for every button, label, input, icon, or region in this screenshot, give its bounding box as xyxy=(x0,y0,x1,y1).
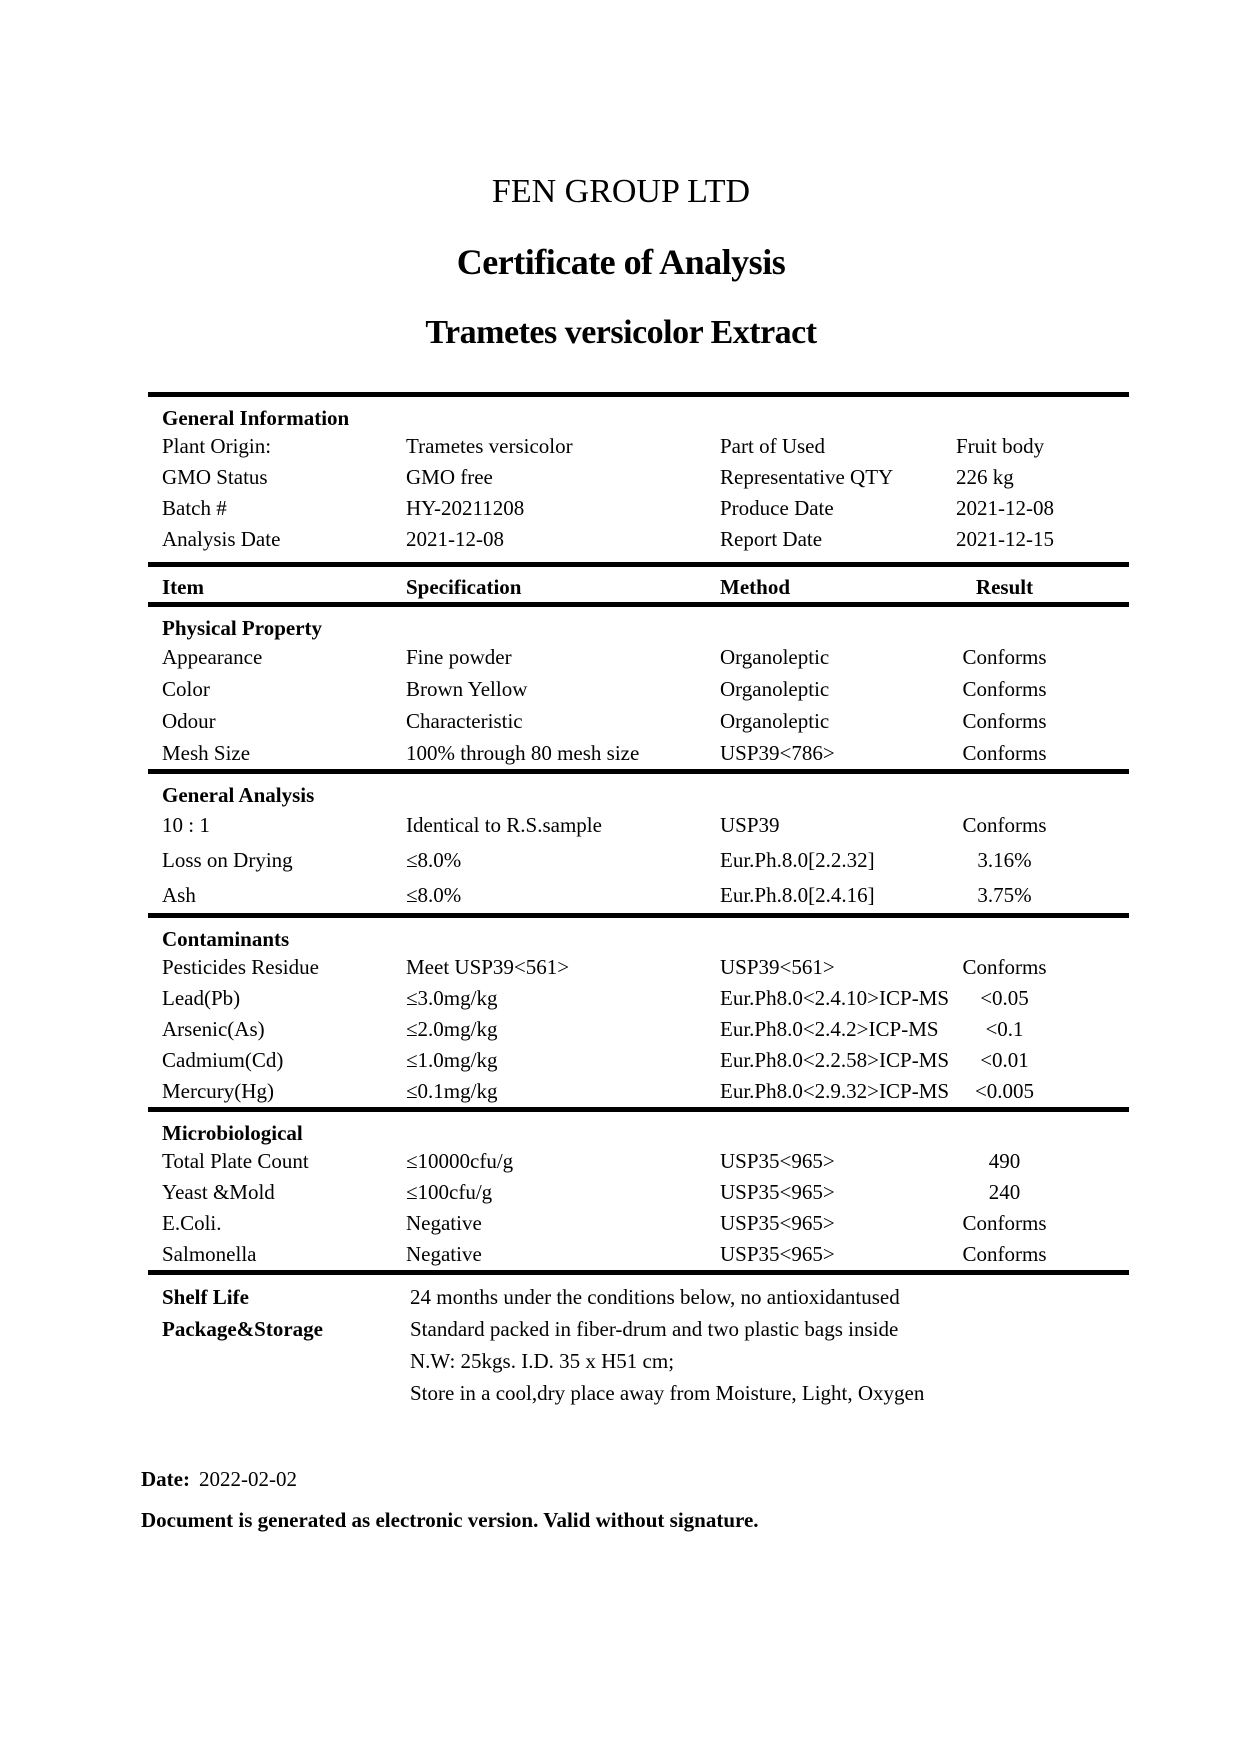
row-value: 24 months under the conditions below, no antioxidantused xyxy=(410,1285,900,1309)
item-cell: Mercury(Hg) xyxy=(162,1079,274,1103)
company-name: FEN GROUP LTD xyxy=(491,173,751,210)
table-row xyxy=(148,641,1129,673)
spec-cell: ≤0.1mg/kg xyxy=(406,1079,498,1103)
result-cell: 490 xyxy=(988,1149,1021,1173)
result-cell: Conforms xyxy=(962,741,1047,765)
item-cell: Odour xyxy=(162,709,216,733)
method-cell: Organoleptic xyxy=(720,645,830,669)
document-title: Certificate of Analysis xyxy=(456,242,786,282)
section-title: Contaminants xyxy=(162,927,290,951)
section-title: General Information xyxy=(162,406,350,430)
result-cell: Conforms xyxy=(962,1242,1047,1266)
column-header-item: Item xyxy=(162,575,204,599)
table-row xyxy=(148,1014,1129,1045)
result-cell: Conforms xyxy=(962,955,1047,979)
item-cell: Lead(Pb) xyxy=(162,986,241,1010)
item-cell: Appearance xyxy=(162,645,263,669)
row-value: Trametes versicolor xyxy=(406,434,573,458)
table-row xyxy=(148,493,1129,524)
method-cell: USP39 xyxy=(720,813,780,837)
section-title: Microbiological xyxy=(162,1121,303,1145)
method-cell: USP35<965> xyxy=(720,1211,835,1235)
row-label xyxy=(148,1377,406,1409)
item-cell: Salmonella xyxy=(162,1242,257,1266)
method-cell: Eur.Ph8.0<2.4.2>ICP-MS xyxy=(720,1017,939,1041)
row-value: 2021-12-08 xyxy=(406,527,504,551)
spec-cell: Meet USP39<561> xyxy=(406,955,570,979)
table-row xyxy=(148,1239,1129,1270)
date-line xyxy=(141,1464,759,1494)
row-value: Store in a cool,dry place away from Moisture, Light, Oxygen xyxy=(410,1381,925,1405)
method-cell: Eur.Ph8.0<2.2.58>ICP-MS xyxy=(720,1048,950,1072)
table-row xyxy=(148,952,1129,983)
item-cell: Cadmium(Cd) xyxy=(162,1048,284,1072)
spec-cell: Characteristic xyxy=(406,709,523,733)
table-row xyxy=(148,808,1129,843)
item-cell: 10 : 1 xyxy=(162,813,210,837)
spec-sections xyxy=(148,607,1129,1275)
row-label: Shelf Life xyxy=(162,1285,249,1309)
row-label: Analysis Date xyxy=(162,527,281,551)
table-section xyxy=(148,607,1129,769)
table-row xyxy=(148,1177,1129,1208)
method-cell: Eur.Ph8.0<2.4.10>ICP-MS xyxy=(720,986,950,1010)
method-cell: Organoleptic xyxy=(720,709,830,733)
table-row xyxy=(148,843,1129,878)
general-information-section xyxy=(148,397,1129,562)
row-value: HY-20211208 xyxy=(406,496,525,520)
column-header-method: Method xyxy=(720,575,790,599)
date-value: 2022-02-02 xyxy=(198,1467,297,1491)
spec-cell: ≤2.0mg/kg xyxy=(406,1017,498,1041)
spec-cell: 100% through 80 mesh size xyxy=(406,741,640,765)
table-section xyxy=(148,774,1129,913)
item-cell: Pesticides Residue xyxy=(162,955,319,979)
method-cell: USP35<965> xyxy=(720,1242,835,1266)
date-label: Date: xyxy=(141,1467,190,1491)
row-value: 2021-12-15 xyxy=(956,527,1054,551)
result-cell: Conforms xyxy=(962,1211,1047,1235)
spec-cell: Negative xyxy=(406,1242,482,1266)
footer xyxy=(141,1464,759,1535)
table-row xyxy=(148,705,1129,737)
row-value: N.W: 25kgs. I.D. 35 x H51 cm; xyxy=(410,1349,675,1373)
table-row xyxy=(148,1345,1129,1377)
spec-cell: Fine powder xyxy=(406,645,512,669)
row-label: Representative QTY xyxy=(720,465,894,489)
row-label: Plant Origin: xyxy=(162,434,272,458)
method-cell: Eur.Ph.8.0[2.2.32] xyxy=(720,848,875,872)
spec-cell: ≤8.0% xyxy=(406,848,462,872)
spec-cell: Identical to R.S.sample xyxy=(406,813,602,837)
item-cell: Loss on Drying xyxy=(162,848,293,872)
method-cell: Organoleptic xyxy=(720,677,830,701)
item-cell: Ash xyxy=(162,883,196,907)
result-cell: <0.05 xyxy=(980,986,1029,1010)
table-row xyxy=(148,983,1129,1014)
coa-table xyxy=(148,392,1129,1409)
table-row xyxy=(148,1313,1129,1345)
spec-cell: Negative xyxy=(406,1211,482,1235)
row-value: Standard packed in fiber-drum and two plastic bags inside xyxy=(410,1317,899,1341)
table-row xyxy=(148,1045,1129,1076)
item-cell: Total Plate Count xyxy=(162,1149,309,1173)
result-cell: 3.75% xyxy=(977,883,1032,907)
result-cell: Conforms xyxy=(962,709,1047,733)
item-cell: Color xyxy=(162,677,210,701)
table-row xyxy=(148,1281,1129,1313)
result-cell: Conforms xyxy=(962,677,1047,701)
general-information-rows xyxy=(148,431,1129,562)
method-cell: USP39<561> xyxy=(720,955,835,979)
item-cell: Yeast &Mold xyxy=(162,1180,275,1204)
row-label: Part of Used xyxy=(720,434,825,458)
spec-cell: ≤3.0mg/kg xyxy=(406,986,498,1010)
table-row xyxy=(148,878,1129,913)
row-value: Fruit body xyxy=(956,434,1045,458)
disclaimer: Document is generated as electronic version. Valid without signature. xyxy=(141,1508,759,1532)
product-name: Trametes versicolor Extract xyxy=(425,314,817,351)
row-value: 2021-12-08 xyxy=(956,496,1054,520)
table-row xyxy=(148,1076,1129,1107)
storage-rows xyxy=(148,1275,1129,1409)
result-cell: <0.005 xyxy=(974,1079,1035,1103)
result-cell: Conforms xyxy=(962,813,1047,837)
method-cell: Eur.Ph.8.0[2.4.16] xyxy=(720,883,875,907)
table-row xyxy=(148,1377,1129,1409)
method-cell: USP39<786> xyxy=(720,741,835,765)
result-cell: <0.1 xyxy=(985,1017,1024,1041)
table-row xyxy=(148,673,1129,705)
row-label: Batch # xyxy=(162,496,227,520)
result-cell: Conforms xyxy=(962,645,1047,669)
spec-cell: ≤1.0mg/kg xyxy=(406,1048,498,1072)
table-section xyxy=(148,1112,1129,1270)
method-cell: Eur.Ph8.0<2.9.32>ICP-MS xyxy=(720,1079,950,1103)
table-row xyxy=(148,1146,1129,1177)
method-cell: USP35<965> xyxy=(720,1180,835,1204)
item-cell: Arsenic(As) xyxy=(162,1017,265,1041)
row-label: Produce Date xyxy=(720,496,834,520)
spec-cell: ≤100cfu/g xyxy=(406,1180,493,1204)
table-row xyxy=(148,431,1129,462)
result-cell: 3.16% xyxy=(977,848,1032,872)
table-row xyxy=(148,737,1129,769)
result-cell: 240 xyxy=(988,1180,1021,1204)
spec-cell: Brown Yellow xyxy=(406,677,528,701)
spec-cell: ≤8.0% xyxy=(406,883,462,907)
item-cell: Mesh Size xyxy=(162,741,251,765)
storage-section xyxy=(148,1275,1129,1409)
row-value: 226 kg xyxy=(956,465,1014,489)
spec-cell: ≤10000cfu/g xyxy=(406,1149,514,1173)
row-label: GMO Status xyxy=(162,465,268,489)
column-header-row xyxy=(148,567,1129,602)
section-title: General Analysis xyxy=(162,783,315,807)
result-cell: <0.01 xyxy=(980,1048,1029,1072)
row-label: Package&Storage xyxy=(162,1317,323,1341)
row-value: GMO free xyxy=(406,465,493,489)
row-label xyxy=(148,1345,406,1377)
column-header-specification: Specification xyxy=(406,575,522,599)
column-header-result: Result xyxy=(975,575,1034,599)
table-row xyxy=(148,524,1129,555)
method-cell: USP35<965> xyxy=(720,1149,835,1173)
section-title: Physical Property xyxy=(162,616,323,640)
table-row xyxy=(148,462,1129,493)
table-row xyxy=(148,1208,1129,1239)
row-label: Report Date xyxy=(720,527,823,551)
item-cell: E.Coli. xyxy=(162,1211,222,1235)
table-section xyxy=(148,918,1129,1107)
